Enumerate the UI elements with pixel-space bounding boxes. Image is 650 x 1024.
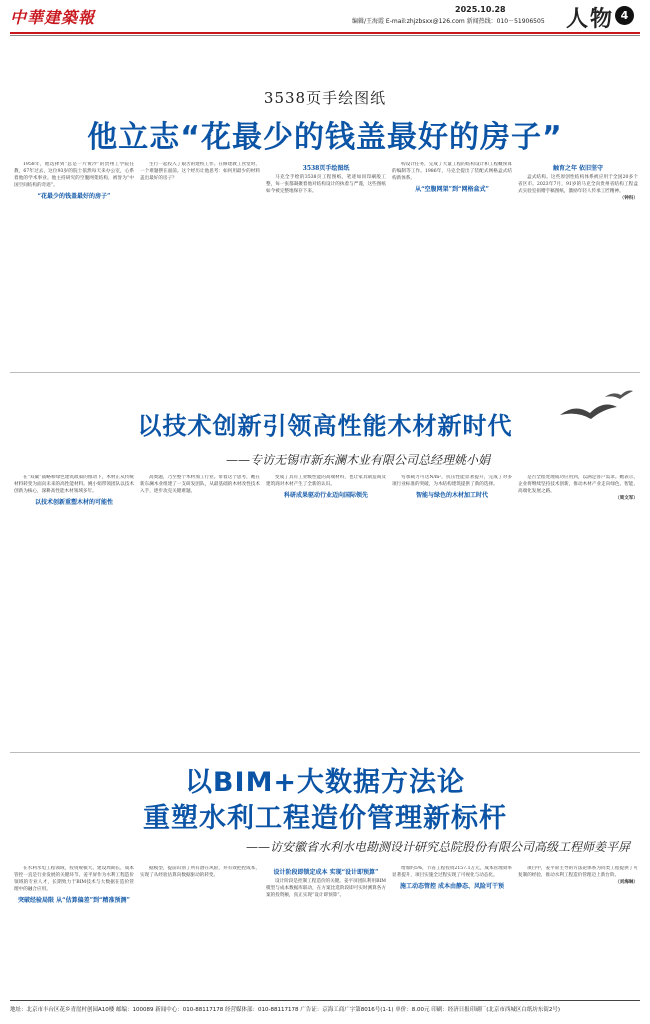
header-rule	[10, 32, 640, 34]
article3-heading-c: 施工动态管控 成本由静态、风险可干预	[399, 882, 505, 890]
article1-col3-text: 马克全手绘的3538页工程图纸，笔迹如同印刷般工整，每一张都凝聚着他对结构设计的执着与严谨，这些图纸如今被完整地保存下来。	[266, 175, 386, 194]
editor-info: 编辑/王海霞 E-mail:zhjzbsxx@126.com 新闻热线：010－51906505	[352, 18, 545, 25]
article2-subtitle: ——专访无锡市新东澜木业有限公司总经理姚小娟	[225, 453, 490, 467]
article1-col1-text: 1958年，他选择到“总是一片黄沙”的贵州工学院任教，67年过去，这位93岁的院士依然每天来办公室，心系着他的学术事业。他主持研究的空腹网架结构，被誉为“中国空间结构的奇迹”。	[14, 162, 134, 188]
article3-column-5	[518, 866, 638, 994]
article2-col2-text: 高奥题，乃至整个木材加工行业。带着这个思考，她在新东澜木业组建了一支研发团队，从最基础的木材改性技术入手，逐步攻克关键难题。	[140, 475, 260, 494]
issue-date: 2025.10.28	[455, 5, 506, 14]
article1-column-1	[14, 162, 134, 362]
section-divider-1	[10, 372, 640, 373]
article3-sign: （刘海琳）	[615, 879, 638, 885]
article2-col1-text: 在“双碳”战略和绿色建筑政策的推动下，木材正从传统材料转变为面向未来的高性能材料。姚小娟带领团队以技术创新为核心，深耕高性能木材领域多年。	[14, 475, 134, 494]
article3-heading-a: 突破经验局限 从“估算偏差”到“精准预测”	[18, 896, 130, 904]
article1-sign: （钟科）	[619, 195, 638, 201]
article1-column-3	[266, 162, 386, 362]
article3-heading-b: 设计阶段即锁定成本 实现“设计即预算”	[273, 869, 379, 876]
article2-heading-a: 以技术创新重塑木材的可能性	[34, 498, 113, 506]
article3-col1-text: 在水利水电工程领域，投资规模大、建设周期长，成本管控一直是行业发展的关键环节。姜平屏作为水利工程造价领域的专业人才，长期致力于BIM技术与大数据在造价管理中的融合应用。	[14, 866, 134, 892]
article1-col4-text: 构设计任务，完成了大量工程的结构设计和工程概预算的编制等工作。1986年，马克全提出了装配式网格盒式结构新体系。	[392, 162, 512, 181]
article1-heading-b: 3538页手绘图纸	[302, 165, 350, 172]
article2-col4-text: 弯承载力可达N/m²，抗压性能显著提升，完成了对多项行业标准的突破，为木结构建筑提供了新的选择。	[392, 475, 512, 487]
article1-column-2	[140, 162, 260, 362]
article2-column-2	[140, 475, 260, 743]
article3-column-2	[140, 866, 260, 994]
article3-title-line1: 以BIM+大数据方法论	[184, 767, 466, 798]
article2-column-1	[14, 475, 134, 743]
article2-title: 以技术创新引领高性能木材新时代	[137, 412, 513, 440]
article1-heading-d: 触育之年 依旧坚守	[552, 165, 604, 172]
bird-small-icon	[605, 391, 633, 400]
article2-column-4	[392, 475, 512, 743]
article2-heading-b: 科研成果驱动行业迈向国际领先	[283, 491, 368, 499]
article2-col3-text: 变成了具有工业级性能的高端材料，也让家具制造商及建筑商对木材产生了全新的认识。	[266, 475, 386, 487]
article3-title-line2: 重塑水利工程造价管理新标杆	[143, 803, 507, 834]
article2-column-5	[518, 475, 638, 743]
article1-column-5	[518, 162, 638, 362]
article3-col4-text: 增加约5%，节省工程投资2157.1万元，成本管理效率显著提升，项目实施全过程实现了可视化与动态化。	[392, 866, 512, 878]
article2-heading-c: 智能与绿色的木材加工时代	[415, 491, 488, 499]
footer-info: 地址：北京市丰台区花乡青崖村创园A10楼 邮编：100089 新闻中心：010-88117178 经营媒体部：010-88117178 广告证：京海工商广字第8016号(1-1) 单价：8.00元 印刷：经济日报印刷厂(北京市西城区白纸坊东街2号)	[10, 1007, 561, 1013]
section-divider-2	[10, 752, 640, 753]
masthead-logo: 中華建築報	[10, 8, 96, 27]
article3-col2-text: 据模型，提前识别了所有潜在风险，并有效把控成本，实现了从经验估算向数据驱动的转变。	[140, 866, 260, 878]
article3-column-1	[14, 866, 134, 994]
header-rule-thin	[10, 35, 640, 36]
article2-column-3	[266, 475, 386, 743]
section-title: 人物	[566, 7, 615, 32]
page-number: 4	[615, 6, 634, 25]
article3-column-3	[266, 866, 386, 994]
article1-kicker: 3538页手绘图纸	[263, 89, 387, 107]
article3-column-4	[392, 866, 512, 994]
article3-subtitle: ——访安徽省水利水电勘测设计研究总院股份有限公司高级工程师姜平屏	[245, 840, 630, 854]
article1-heading-a: “花最少的钱盖最好的房子”	[37, 192, 111, 200]
article2-col5-text: 是否全程处理成功应用到，以满足客户需求。她表示，企业将继续坚持技术创新，推动木材产业走向绿色、智能、高端化发展之路。	[518, 475, 638, 494]
article3-col3-text: 设计阶段是控制工程造价的关键。姜平屏团队利用BIM模型与成本数据库联动，在方案比选阶段即可实时测算各方案的投资额，真正实现“设计即预算”。	[266, 879, 386, 898]
article1-column-4	[392, 162, 512, 362]
article1-title: 他立志“花最少的钱盖最好的房子”	[87, 120, 563, 155]
footer-rule	[10, 1000, 640, 1001]
article1-col2-text: 生行一起投入了艰苦的建校工作。在修建教工食堂时，一个难题摆在面前。这个经历让他思考：如何用最少的材料盖出最好的房子？	[140, 162, 260, 181]
article2-sign: （周文军）	[615, 495, 638, 501]
article1-col5-text: 盒式结构。这些原创性结构体系被应用于全国20多个省区市。2023年7月，91岁的马克全向贵州省结构工程盒式实验室捐赠手稿图纸，激励年轻人传承工匠精神。	[518, 175, 638, 194]
article3-col5-text: 项目中，姜平屏主导的方法论体系为同类工程提供了可复制的经验，推动水利工程造价管理迈上新台阶。	[518, 866, 638, 878]
article1-heading-c: 从“空腹网架”到“网格盒式”	[415, 185, 489, 193]
